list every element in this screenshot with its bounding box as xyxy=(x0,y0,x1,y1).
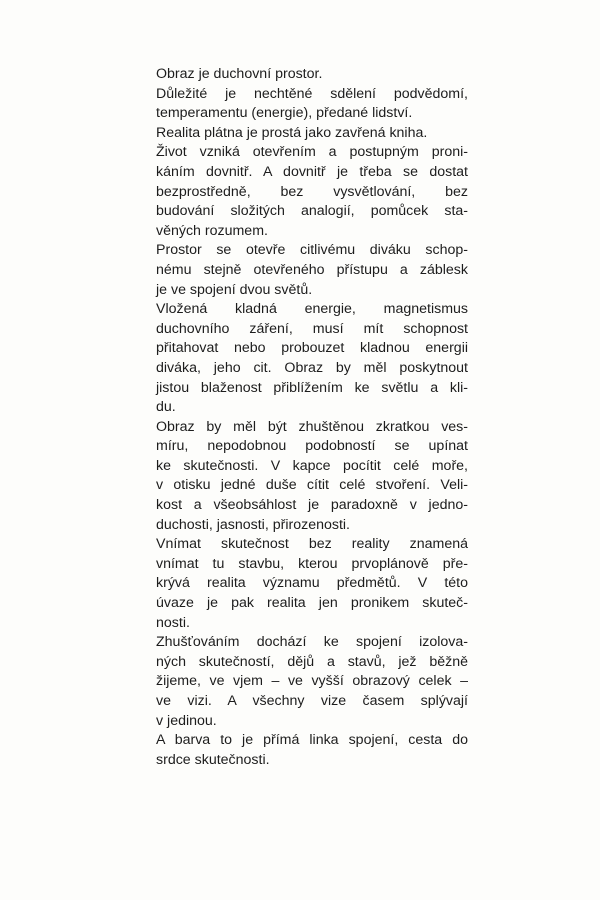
text-line: v jedinou. xyxy=(156,712,217,729)
paragraph xyxy=(156,85,468,124)
text-line: Vložená kladná energie, magnetismus xyxy=(156,301,468,318)
text-line: diváka, jeho cit. Obraz by měl poskytnout xyxy=(156,359,468,376)
body-text xyxy=(156,65,468,770)
text-line: duchovního záření, musí mít schopnost xyxy=(156,320,468,337)
text-line: temperamentu (energie), předané lidství. xyxy=(156,105,413,122)
text-line: nému stejně otevřeného přístupu a záblesk xyxy=(156,261,468,278)
paragraph xyxy=(156,241,468,300)
paragraph xyxy=(156,731,468,770)
text-line: Realita plátna je prostá jako zavřená kniha. xyxy=(156,124,428,141)
paragraph xyxy=(156,143,468,241)
text-line: Zhušťováním dochází ke spojení izolova- xyxy=(156,634,468,651)
text-line: srdce skutečnosti. xyxy=(156,751,270,768)
text-line: Důležité je nechtěné sdělení podvědomí, xyxy=(156,85,468,102)
paragraph xyxy=(156,633,468,731)
text-line: míru, nepodobnou podobností se upínat xyxy=(156,438,468,455)
paragraph xyxy=(156,300,468,418)
text-line: je ve spojení dvou světů. xyxy=(156,281,313,298)
text-line: Vnímat skutečnost bez reality znamená xyxy=(156,536,468,553)
text-line: ke skutečnosti. V kapce pocítit celé moře, xyxy=(156,457,468,474)
text-line: v otisku jedné duše cítit celé stvoření. Veli- xyxy=(156,477,468,494)
text-line: přitahovat nebo probouzet kladnou energii xyxy=(156,340,468,357)
text-line: kost a všeobsáhlost je paradoxně v jedno- xyxy=(156,497,468,514)
paragraph xyxy=(156,124,468,144)
text-line: Obraz je duchovní prostor. xyxy=(156,66,323,82)
text-line: budování složitých analogií, pomůcek sta- xyxy=(156,203,468,220)
text-line: káním dovnitř. A dovnitř je třeba se dostat xyxy=(156,163,468,180)
text-line: jistou blaženost přiblížením ke světlu a kli- xyxy=(156,379,468,396)
text-line: ných skutečností, dějů a stavů, jež běžně xyxy=(156,653,468,670)
text-line: úvaze je pak realita jen pronikem skuteč- xyxy=(156,595,468,612)
text-line: du. xyxy=(156,399,176,416)
text-line: ve vizi. A všechny vize časem splývají xyxy=(156,693,468,709)
text-line: vnímat tu stavbu, kterou prvoplánově pře- xyxy=(156,555,468,572)
text-line: bezprostředně, bez vysvětlování, bez xyxy=(156,183,468,200)
text-line: Prostor se otevře citlivému diváku schop- xyxy=(156,242,468,259)
text-line: nosti. xyxy=(156,614,190,631)
text-line: krývá realita významu předmětů. V této xyxy=(156,575,468,592)
text-line: věných rozumem. xyxy=(156,222,268,239)
text-line: duchosti, jasnosti, přirozenosti. xyxy=(156,516,350,533)
paragraph xyxy=(156,65,468,85)
paragraph xyxy=(156,535,468,633)
text-line: A barva to je přímá linka spojení, cesta do xyxy=(156,732,468,749)
text-line: Život vzniká otevřením a postupným proni- xyxy=(156,144,468,161)
text-line: Obraz by měl být zhuštěnou zkratkou ves- xyxy=(156,418,468,435)
text-line: žijeme, ve vjem – ve vyšší obrazový celek – xyxy=(156,673,468,690)
paragraph xyxy=(156,418,468,536)
